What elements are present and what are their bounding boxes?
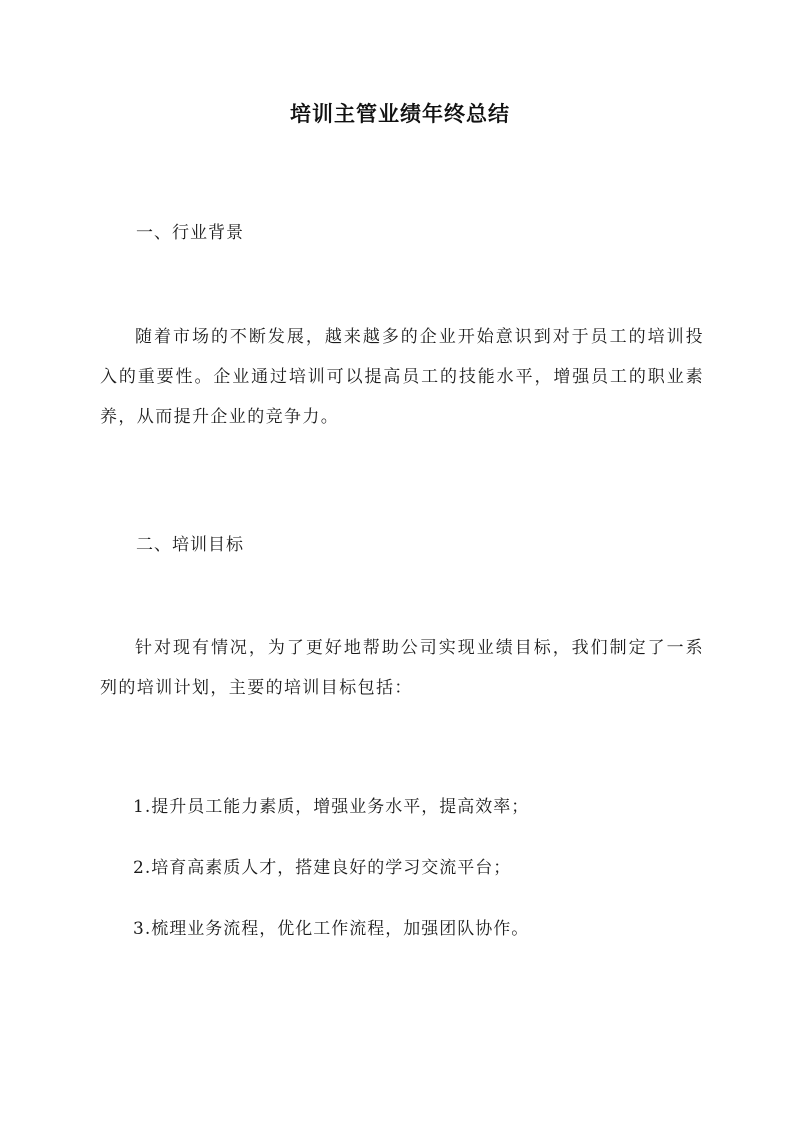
document-title: 培训主管业绩年终总结 xyxy=(290,101,510,126)
list-item: 3.梳理业务流程，优化工作流程，加强团队协作。 xyxy=(133,919,530,939)
section-paragraph-training-goals: 针对现有情况，为了更好地帮助公司实现业绩目标，我们制定了一系列的培训计划，主要的培训目标包括： xyxy=(100,638,704,698)
section-paragraph-industry-background: 随着市场的不断发展，越来越多的企业开始意识到对于员工的培训投入的重要性。企业通过培训可以提高员工的技能水平，增强员工的职业素养，从而提升企业的竞争力。 xyxy=(100,327,704,427)
list-item: 1.提升员工能力素质，增强业务水平，提高效率； xyxy=(133,797,530,817)
list-item: 2.培育高素质人才，搭建良好的学习交流平台； xyxy=(133,858,512,878)
section-heading-training-goals: 二、培训目标 xyxy=(136,535,244,555)
section-heading-industry-background: 一、行业背景 xyxy=(136,223,244,243)
